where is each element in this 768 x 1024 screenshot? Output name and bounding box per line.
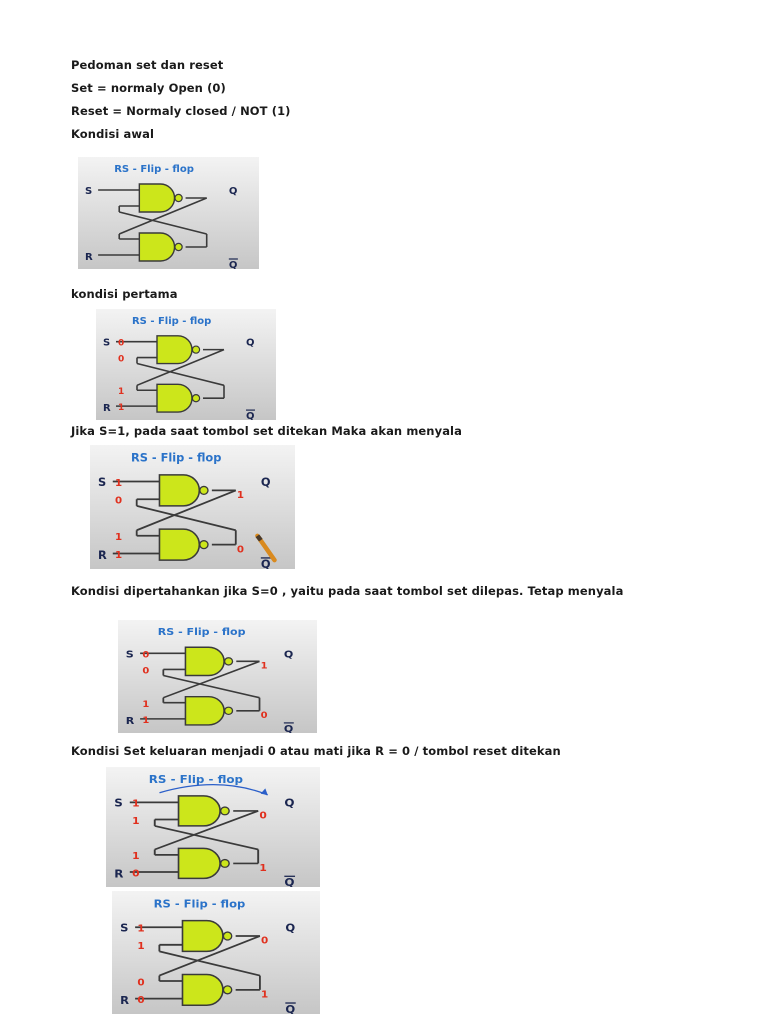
qbar-output-value: 1 — [261, 989, 269, 1001]
first-condition-label: kondisi pertama — [71, 287, 178, 301]
flipflop-diagram-hold — [118, 620, 317, 733]
reset-condition-label: Kondisi Set keluaran menjadi 0 atau mati jika R = 0 / tombol reset ditekan — [71, 744, 561, 758]
nand-gate-bottom — [182, 974, 222, 1005]
q-label: Q — [228, 186, 238, 197]
qbar-output-value: 0 — [260, 710, 268, 721]
s-feedback-value: 1 — [132, 816, 140, 827]
qbar-label: Q — [246, 411, 255, 420]
q-output-value: 0 — [259, 810, 267, 822]
r-input-value: 0 — [132, 868, 140, 880]
s-input-value: 1 — [115, 478, 123, 489]
r-label: R — [120, 994, 129, 1008]
nand-gate-bottom — [159, 529, 199, 560]
s-feedback-value: 0 — [142, 665, 150, 677]
s-label: S — [125, 648, 134, 661]
nand-gate-top — [179, 796, 221, 826]
q-label: Q — [246, 337, 255, 349]
qbar-label: Q — [285, 1003, 296, 1014]
s-feedback-value: 0 — [115, 495, 123, 507]
flipflop-diagram-reset-1 — [106, 767, 320, 887]
nand-gate-top — [157, 336, 192, 364]
initial-condition-label: Kondisi awal — [71, 127, 155, 141]
diagram-title: RS - Flip - flop — [131, 451, 222, 465]
r-feedback-value: 1 — [142, 699, 150, 710]
nand-bubble-top — [200, 486, 208, 494]
s-label: S — [114, 797, 123, 810]
diagram-title: RS - Flip - flop — [148, 773, 244, 786]
flipflop-diagram-set-pressed — [90, 445, 295, 569]
nand-gate-top — [139, 184, 174, 212]
hold-condition-label: Kondisi dipertahankan jika S=0 , yaitu pada saat tombol set dilepas. Tetap menyala — [71, 584, 624, 598]
q-output-value: 1 — [260, 660, 268, 672]
qbar-label: Q — [284, 876, 295, 887]
nand-bubble-bottom — [225, 707, 233, 714]
s-label: S — [97, 476, 107, 489]
nand-bubble-bottom — [175, 243, 182, 250]
nand-bubble-top — [223, 932, 231, 940]
nand-gate-bottom — [139, 233, 174, 261]
nand-bubble-top — [192, 346, 199, 353]
nand-gate-top — [182, 921, 222, 952]
reset-definition: Reset = Normaly closed / NOT (1) — [71, 104, 291, 118]
flipflop-diagram-reset-2 — [112, 891, 320, 1014]
r-label: R — [97, 549, 107, 562]
nand-gate-top — [185, 647, 224, 675]
r-label: R — [125, 715, 135, 727]
s-label: S — [85, 186, 93, 197]
qbar-output-value: 1 — [259, 863, 267, 874]
r-feedback-value: 1 — [115, 532, 123, 544]
heading-line: Pedoman set dan reset — [71, 58, 224, 72]
q-output-value: 1 — [236, 490, 245, 502]
nand-bubble-bottom — [221, 860, 230, 868]
s-feedback-value: 1 — [137, 941, 145, 953]
r-feedback-value: 0 — [137, 977, 145, 989]
flipflop-diagram-first — [96, 309, 276, 420]
qbar-label: Q — [228, 260, 238, 269]
nand-bubble-top — [221, 807, 230, 815]
qbar-label: Q — [260, 558, 271, 569]
nand-bubble-bottom — [200, 541, 208, 549]
s-input-value: 0 — [142, 649, 150, 661]
flipflop-diagram-initial — [78, 157, 259, 269]
diagram-title: RS - Flip - flop — [157, 626, 246, 638]
r-label: R — [85, 252, 93, 263]
q-label: Q — [284, 797, 295, 810]
r-input-value: 1 — [118, 403, 125, 414]
nand-gate-bottom — [157, 384, 192, 412]
nand-gate-bottom — [179, 848, 221, 878]
q-label: Q — [260, 476, 271, 489]
nand-bubble-top — [225, 658, 233, 665]
set-definition: Set = normaly Open (0) — [71, 81, 226, 95]
nand-bubble-bottom — [223, 986, 231, 994]
r-feedback-value: 1 — [132, 851, 140, 862]
s-feedback-value: 0 — [118, 354, 125, 365]
q-output-value: 0 — [261, 935, 269, 947]
diagram-title: RS - Flip - flop — [153, 897, 246, 911]
nand-gate-bottom — [185, 697, 224, 725]
r-input-value: 1 — [142, 715, 150, 726]
q-label: Q — [285, 921, 296, 935]
nand-gate-top — [159, 475, 199, 506]
r-input-value: 1 — [115, 550, 123, 561]
s-input-value: 1 — [137, 923, 145, 935]
diagram-title: RS - Flip - flop — [114, 164, 194, 175]
qbar-output-value: 0 — [236, 544, 245, 556]
r-input-value: 0 — [137, 995, 145, 1006]
r-feedback-value: 1 — [118, 387, 125, 398]
nand-bubble-top — [175, 194, 182, 201]
s-input-value: 1 — [132, 799, 140, 810]
s-label: S — [120, 921, 129, 935]
r-label: R — [114, 867, 124, 881]
set-pressed-label: Jika S=1, pada saat tombol set ditekan Maka akan menyala — [71, 424, 462, 438]
diagram-title: RS - Flip - flop — [132, 315, 212, 327]
q-label: Q — [283, 648, 294, 661]
qbar-label: Q — [283, 723, 294, 733]
s-label: S — [103, 337, 111, 349]
nand-bubble-bottom — [192, 395, 199, 402]
s-input-value: 0 — [118, 338, 125, 349]
r-label: R — [103, 403, 111, 415]
